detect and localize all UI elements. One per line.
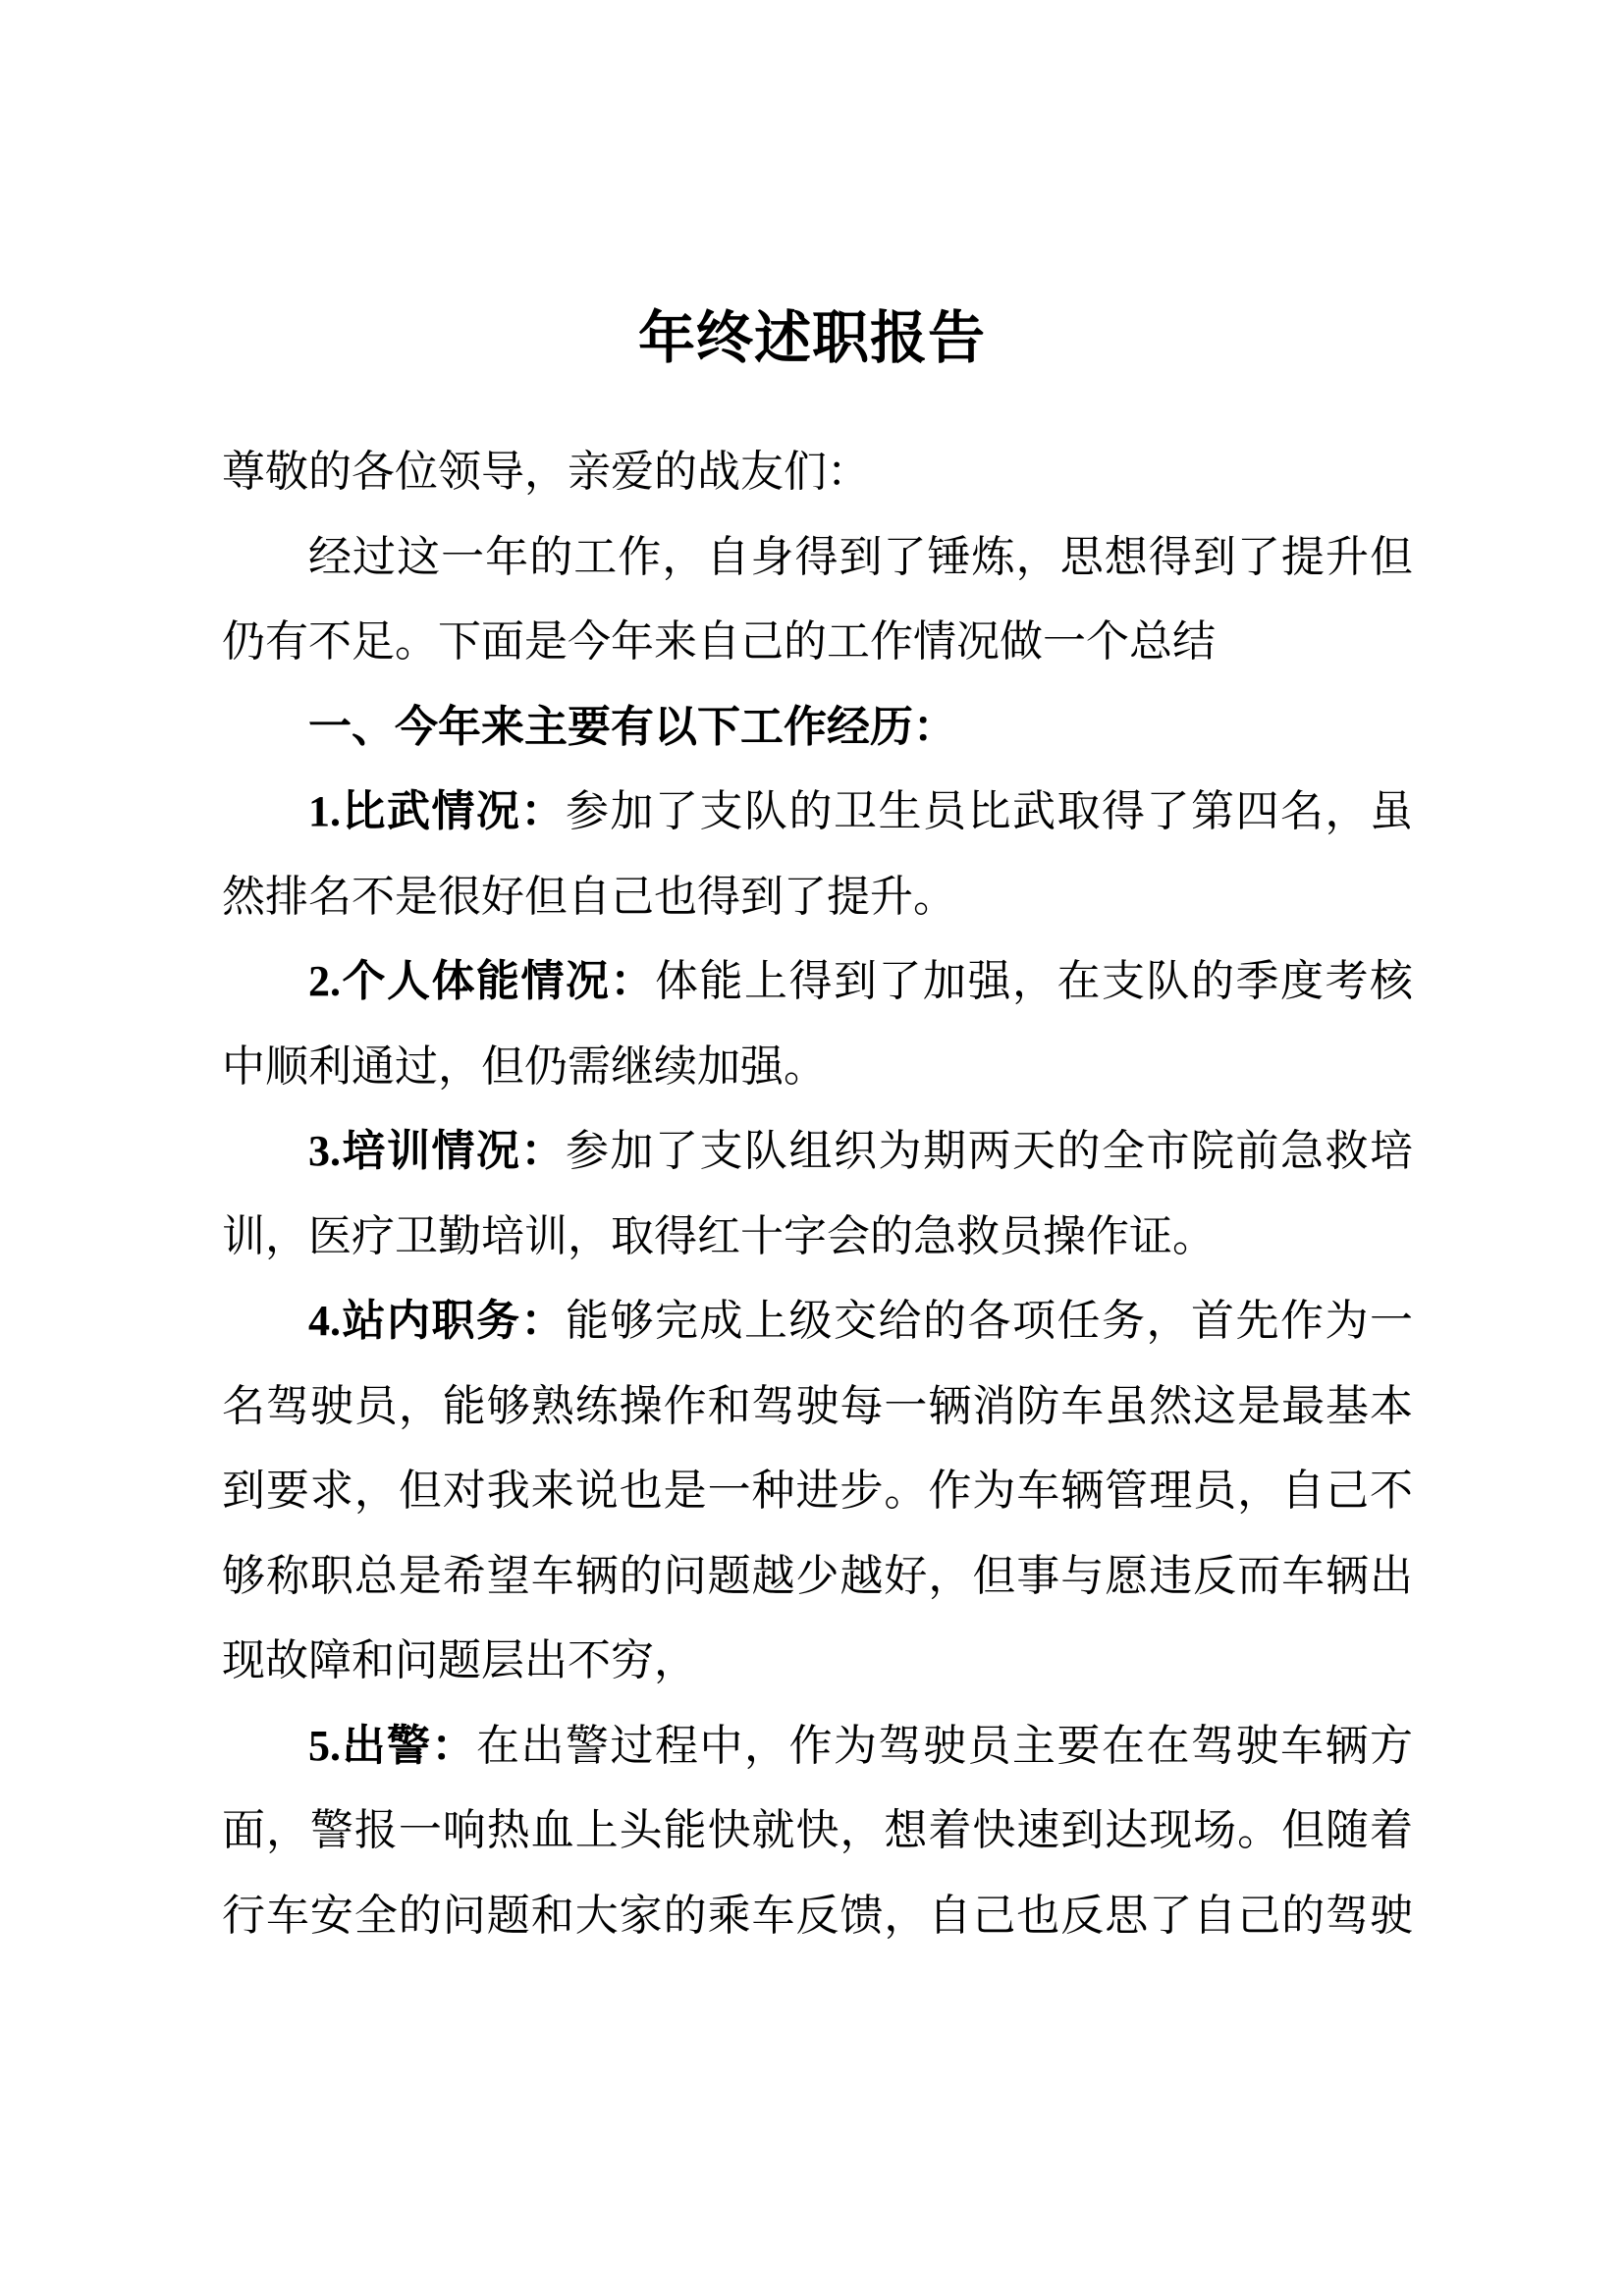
item-1-line-2: 然排名不是很好但自己也得到了提升。 [222, 872, 956, 921]
item-2-text-1: 体能上得到了加强，在支队的季度考核 [655, 957, 1413, 1005]
item-5-label: 5.出警： [308, 1721, 476, 1770]
item-3-label: 3.培训情况： [308, 1127, 566, 1175]
intro-line-1: 经过这一年的工作，自身得到了锤炼，思想得到了提升但 [308, 532, 1413, 581]
salutation-line: 尊敬的各位领导，亲爱的战友们： [222, 448, 870, 496]
item-1-label: 1.比武情况： [308, 787, 566, 835]
item-4-label: 4.站内职务： [308, 1297, 566, 1345]
section-1-heading: 一、今年来主要有以下工作经历： [308, 702, 956, 751]
document-title: 年终述职报告 [637, 306, 986, 370]
document-body [222, 430, 1413, 1958]
item-2-line-1 [222, 939, 1413, 1025]
item-2-label: 2.个人体能情况： [308, 957, 655, 1005]
item-5-line-1 [222, 1704, 1413, 1789]
item-3-text-1: 参加了支队组织为期两天的全市院前急救培 [566, 1127, 1413, 1175]
item-2-line-2: 中顺利通过，但仍需继续加强。 [222, 1041, 827, 1091]
item-5-line-2: 面，警报一响热血上头能快就快，想着快速到达现场。但随着 [222, 1806, 1413, 1854]
item-4-line-2: 名驾驶员，能够熟练操作和驾驶每一辆消防车虽然这是最基本 [222, 1381, 1413, 1430]
item-3-line-1 [222, 1109, 1413, 1195]
intro-line-2: 仍有不足。下面是今年来自己的工作情况做一个总结 [222, 617, 1216, 666]
item-4-text-1: 能够完成上级交给的各项任务，首先作为一 [566, 1297, 1413, 1345]
item-3-line-2: 训，医疗卫勤培训，取得红十字会的急救员操作证。 [222, 1211, 1216, 1260]
item-4-line-1 [222, 1279, 1413, 1364]
item-1-line-1 [222, 770, 1413, 855]
item-4-line-4: 够称职总是希望车辆的问题越少越好，但事与愿违反而车辆出 [222, 1551, 1413, 1600]
item-4-line-3: 到要求，但对我来说也是一种进步。作为车辆管理员，自己不 [222, 1467, 1413, 1515]
item-4-line-5: 现故障和问题层出不穷， [222, 1636, 697, 1684]
item-5-line-3: 行车安全的问题和大家的乘车反馈，自己也反思了自己的驾驶 [222, 1891, 1413, 1940]
item-1-text-1: 参加了支队的卫生员比武取得了第四名，虽 [566, 787, 1413, 835]
item-5-text-1: 在出警过程中，作为驾驶员主要在在驾驶车辆方 [476, 1721, 1413, 1770]
